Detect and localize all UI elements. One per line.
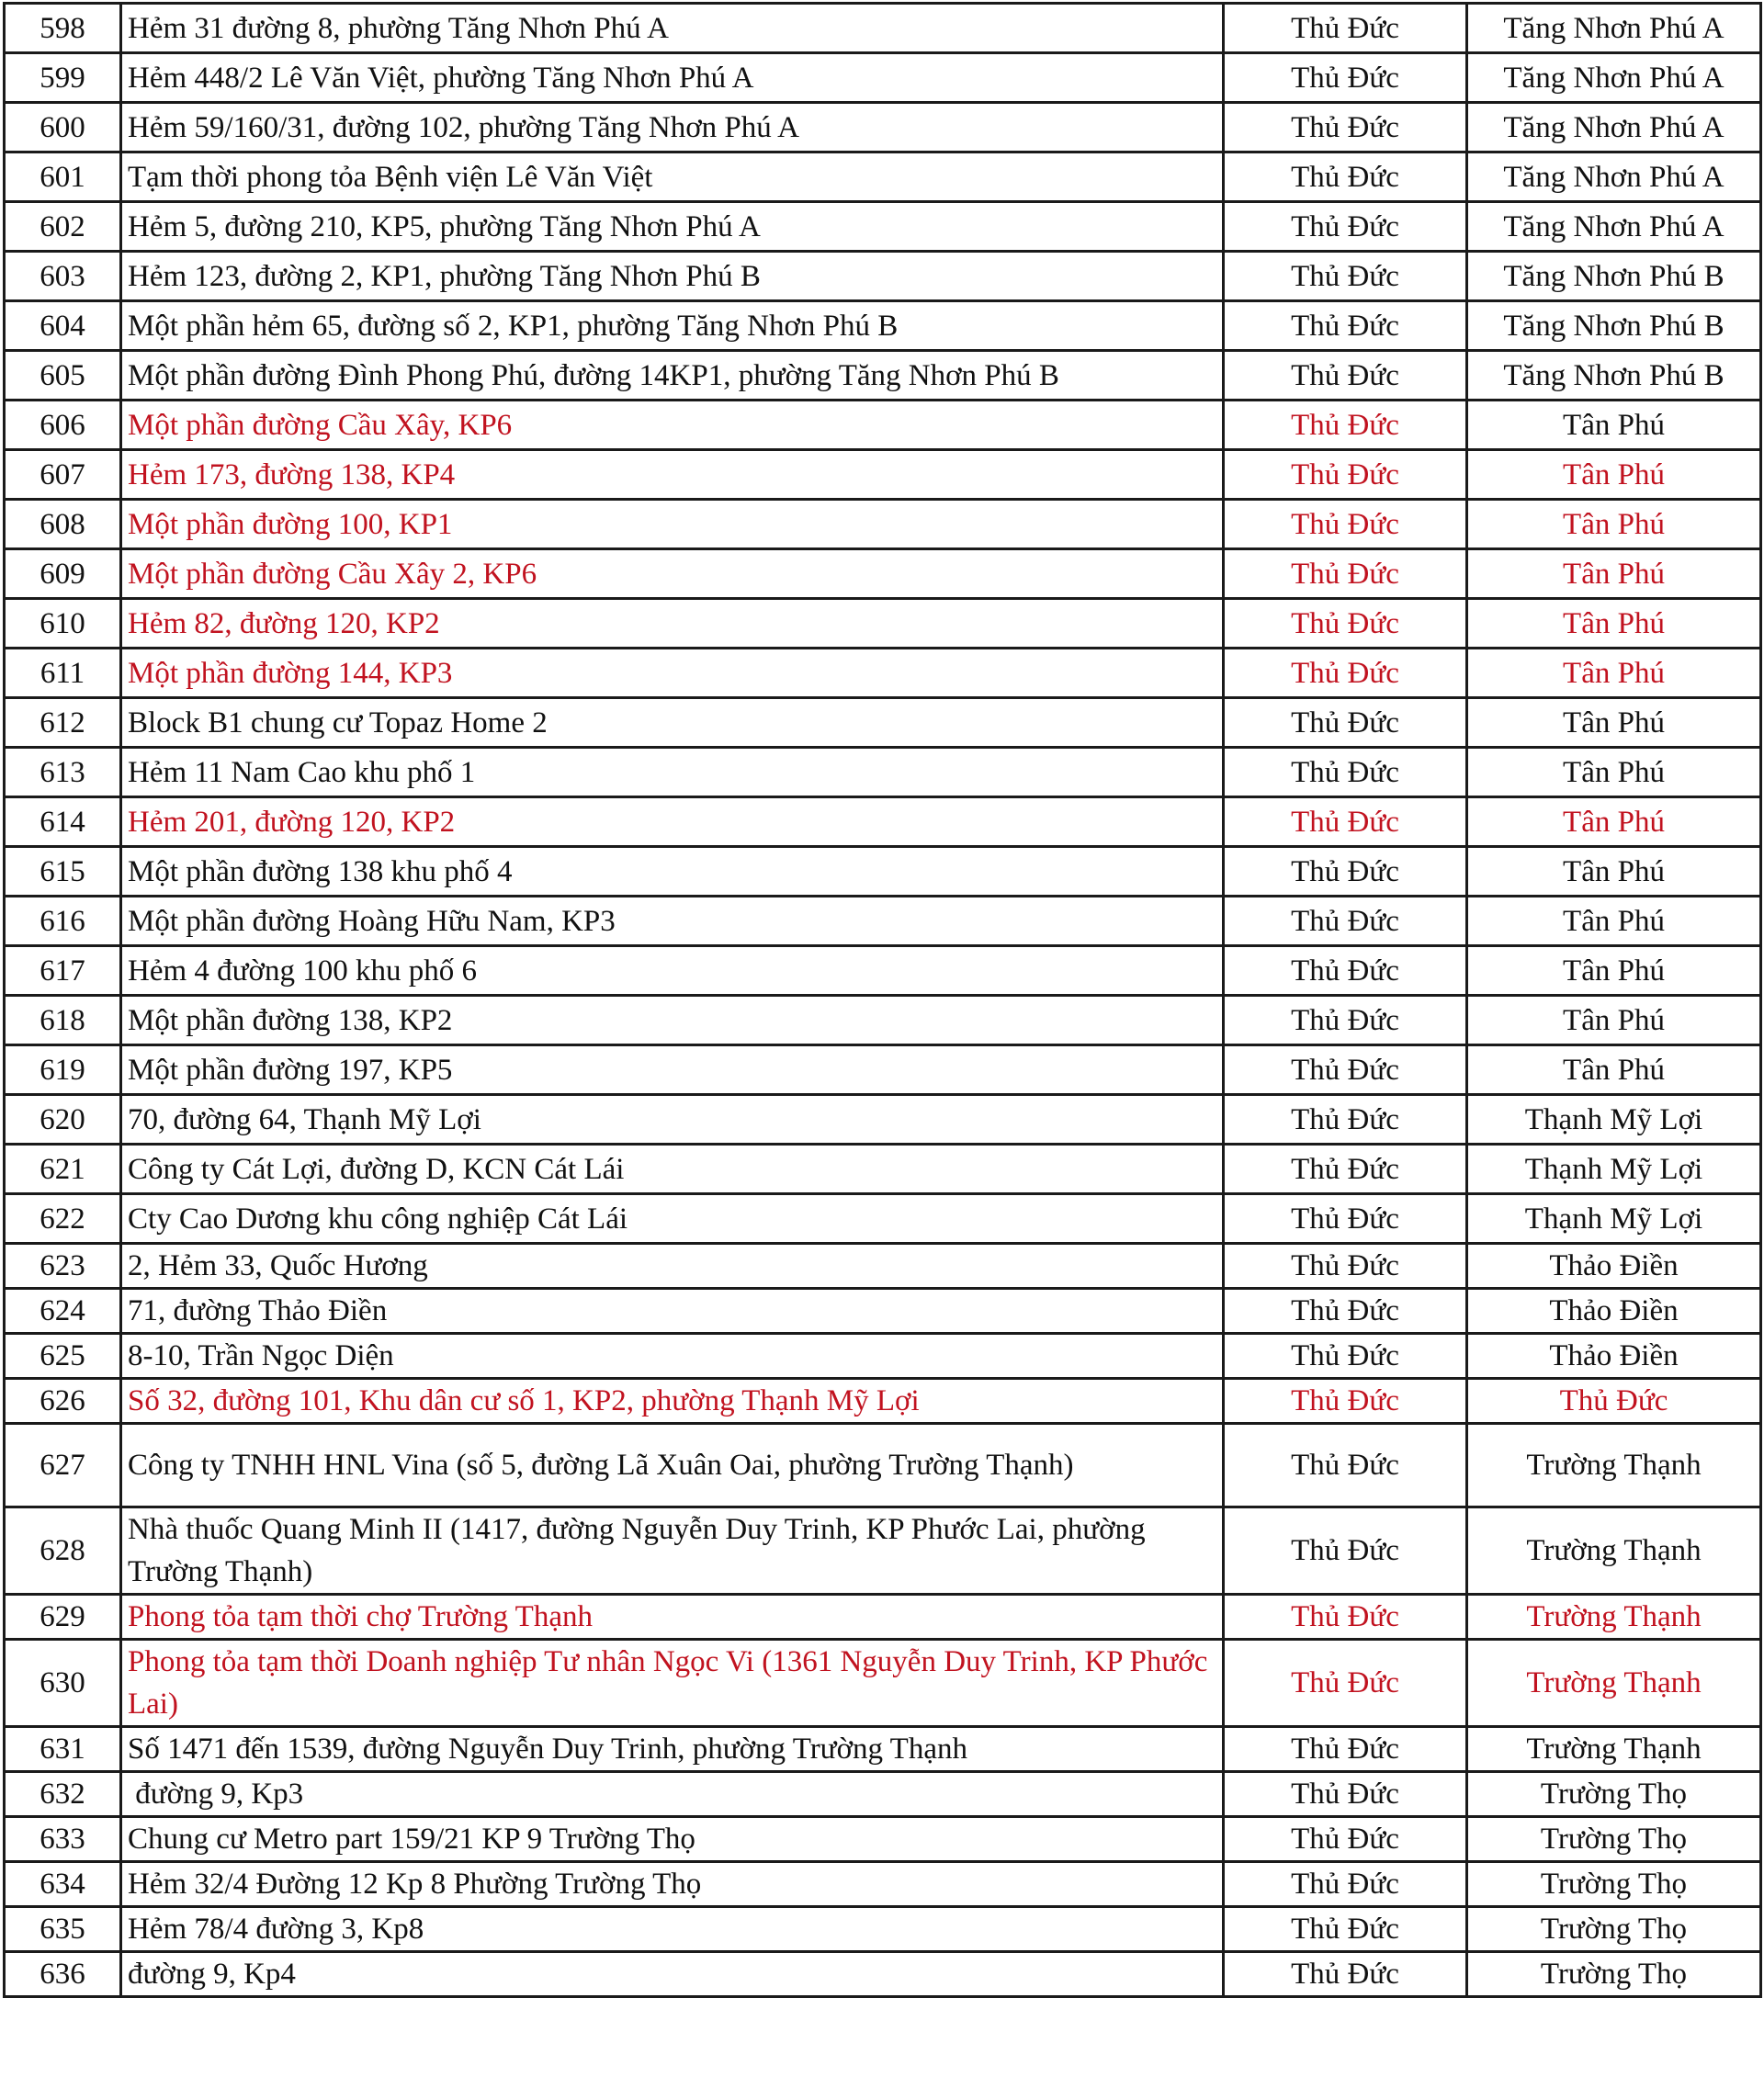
ward-cell: Tân Phú (1467, 847, 1761, 897)
table-row (5, 1507, 1761, 1595)
table-row (5, 351, 1761, 401)
location-cell: Hẻm 123, đường 2, KP1, phường Tăng Nhơn Phú B (121, 252, 1224, 301)
district-cell: Thủ Đức (1224, 1145, 1467, 1194)
table-row (5, 301, 1761, 351)
lockdown-list-sheet (3, 2, 1759, 1998)
location-cell-highlighted: Phong tỏa tạm thời chợ Trường Thạnh (121, 1595, 1224, 1640)
ward-cell: Tăng Nhơn Phú A (1467, 53, 1761, 103)
row-number: 621 (5, 1145, 121, 1194)
location-cell: Công ty Cát Lợi, đường D, KCN Cát Lái (121, 1145, 1224, 1194)
district-cell: Thủ Đức (1224, 897, 1467, 946)
district-cell: Thủ Đức (1224, 301, 1467, 351)
ward-cell: Tăng Nhơn Phú B (1467, 252, 1761, 301)
district-cell: Thủ Đức (1224, 1095, 1467, 1145)
table-row (5, 103, 1761, 152)
table-row (5, 1145, 1761, 1194)
row-number: 633 (5, 1817, 121, 1862)
row-number: 614 (5, 797, 121, 847)
ward-cell: Trường Thọ (1467, 1862, 1761, 1907)
ward-cell: Tân Phú (1467, 946, 1761, 996)
district-cell: Thủ Đức (1224, 1194, 1467, 1244)
ward-cell-highlighted: Thủ Đức (1467, 1379, 1761, 1424)
table-row (5, 1772, 1761, 1817)
ward-cell: Tân Phú (1467, 698, 1761, 748)
district-cell: Thủ Đức (1224, 1424, 1467, 1507)
ward-cell-highlighted: Tân Phú (1467, 599, 1761, 649)
location-cell: Công ty TNHH HNL Vina (số 5, đường Lã Xuân Oai, phường Trường Thạnh) (121, 1424, 1224, 1507)
ward-cell: Trường Thạnh (1467, 1727, 1761, 1772)
location-cell-highlighted: Một phần đường 100, KP1 (121, 500, 1224, 549)
district-cell: Thủ Đức (1224, 1817, 1467, 1862)
district-cell-highlighted: Thủ Đức (1224, 1379, 1467, 1424)
ward-cell: Thạnh Mỹ Lợi (1467, 1145, 1761, 1194)
row-number: 618 (5, 996, 121, 1045)
row-number: 628 (5, 1507, 121, 1595)
table-row (5, 152, 1761, 202)
ward-cell: Thảo Điền (1467, 1334, 1761, 1379)
table-row (5, 748, 1761, 797)
table-row (5, 202, 1761, 252)
district-cell: Thủ Đức (1224, 252, 1467, 301)
location-cell: Hẻm 31 đường 8, phường Tăng Nhơn Phú A (121, 4, 1224, 53)
location-cell: Cty Cao Dương khu công nghiệp Cát Lái (121, 1194, 1224, 1244)
district-cell-highlighted: Thủ Đức (1224, 450, 1467, 500)
table-row (5, 1727, 1761, 1772)
table-row (5, 946, 1761, 996)
district-cell: Thủ Đức (1224, 698, 1467, 748)
row-number: 615 (5, 847, 121, 897)
row-number: 603 (5, 252, 121, 301)
location-cell: Số 1471 đến 1539, đường Nguyễn Duy Trinh, phường Trường Thạnh (121, 1727, 1224, 1772)
table-row (5, 797, 1761, 847)
row-number: 622 (5, 1194, 121, 1244)
district-cell: Thủ Đức (1224, 152, 1467, 202)
ward-cell: Trường Thạnh (1467, 1424, 1761, 1507)
ward-cell: Tân Phú (1467, 996, 1761, 1045)
ward-cell-highlighted: Trường Thạnh (1467, 1640, 1761, 1727)
location-cell: Hẻm 4 đường 100 khu phố 6 (121, 946, 1224, 996)
district-cell-highlighted: Thủ Đức (1224, 401, 1467, 450)
district-cell: Thủ Đức (1224, 4, 1467, 53)
ward-cell: Tân Phú (1467, 1045, 1761, 1095)
table-row (5, 1424, 1761, 1507)
ward-cell: Thạnh Mỹ Lợi (1467, 1095, 1761, 1145)
row-number: 635 (5, 1907, 121, 1952)
district-cell-highlighted: Thủ Đức (1224, 1640, 1467, 1727)
ward-cell: Tân Phú (1467, 748, 1761, 797)
district-cell: Thủ Đức (1224, 1907, 1467, 1952)
row-number: 609 (5, 549, 121, 599)
table-row (5, 53, 1761, 103)
location-cell: đường 9, Kp4 (121, 1952, 1224, 1997)
row-number: 607 (5, 450, 121, 500)
location-cell: Một phần đường 138, KP2 (121, 996, 1224, 1045)
location-cell-highlighted: Một phần đường Cầu Xây, KP6 (121, 401, 1224, 450)
district-cell-highlighted: Thủ Đức (1224, 1595, 1467, 1640)
table-row (5, 549, 1761, 599)
lockdown-table (3, 2, 1762, 1998)
location-cell-highlighted: Một phần đường 144, KP3 (121, 649, 1224, 698)
table-row (5, 252, 1761, 301)
location-cell: Một phần đường 197, KP5 (121, 1045, 1224, 1095)
location-cell: Nhà thuốc Quang Minh II (1417, đường Nguyễn Duy Trinh, KP Phước Lai, phường Trường Thạnh) (121, 1507, 1224, 1595)
row-number: 623 (5, 1244, 121, 1289)
district-cell: Thủ Đức (1224, 748, 1467, 797)
district-cell: Thủ Đức (1224, 1507, 1467, 1595)
location-cell-highlighted: Số 32, đường 101, Khu dân cư số 1, KP2, phường Thạnh Mỹ Lợi (121, 1379, 1224, 1424)
location-cell: Block B1 chung cư Topaz Home 2 (121, 698, 1224, 748)
row-number: 629 (5, 1595, 121, 1640)
location-cell: Hẻm 78/4 đường 3, Kp8 (121, 1907, 1224, 1952)
district-cell-highlighted: Thủ Đức (1224, 549, 1467, 599)
location-cell: Một phần hẻm 65, đường số 2, KP1, phường Tăng Nhơn Phú B (121, 301, 1224, 351)
ward-cell-highlighted: Tân Phú (1467, 649, 1761, 698)
ward-cell: Tăng Nhơn Phú B (1467, 301, 1761, 351)
location-cell: Hẻm 5, đường 210, KP5, phường Tăng Nhơn Phú A (121, 202, 1224, 252)
table-row (5, 1194, 1761, 1244)
table-row (5, 698, 1761, 748)
ward-cell: Trường Thọ (1467, 1952, 1761, 1997)
location-cell: Hẻm 59/160/31, đường 102, phường Tăng Nhơn Phú A (121, 103, 1224, 152)
table-row (5, 450, 1761, 500)
row-number: 617 (5, 946, 121, 996)
table-row (5, 1817, 1761, 1862)
location-cell-highlighted: Một phần đường Cầu Xây 2, KP6 (121, 549, 1224, 599)
district-cell: Thủ Đức (1224, 946, 1467, 996)
ward-cell: Tăng Nhơn Phú A (1467, 4, 1761, 53)
district-cell: Thủ Đức (1224, 1862, 1467, 1907)
table-row (5, 1095, 1761, 1145)
row-number: 636 (5, 1952, 121, 1997)
location-cell: 71, đường Thảo Điền (121, 1289, 1224, 1334)
location-cell: Một phần đường Đình Phong Phú, đường 14KP1, phường Tăng Nhơn Phú B (121, 351, 1224, 401)
district-cell: Thủ Đức (1224, 1952, 1467, 1997)
table-row (5, 1045, 1761, 1095)
row-number: 605 (5, 351, 121, 401)
row-number: 608 (5, 500, 121, 549)
row-number: 619 (5, 1045, 121, 1095)
row-number: 627 (5, 1424, 121, 1507)
ward-cell-highlighted: Trường Thạnh (1467, 1595, 1761, 1640)
table-row (5, 996, 1761, 1045)
ward-cell: Thảo Điền (1467, 1289, 1761, 1334)
table-row (5, 1907, 1761, 1952)
row-number: 599 (5, 53, 121, 103)
table-row (5, 847, 1761, 897)
row-number: 602 (5, 202, 121, 252)
location-cell: Hẻm 32/4 Đường 12 Kp 8 Phường Trường Thọ (121, 1862, 1224, 1907)
location-cell-highlighted: Hẻm 82, đường 120, KP2 (121, 599, 1224, 649)
district-cell: Thủ Đức (1224, 847, 1467, 897)
district-cell: Thủ Đức (1224, 1045, 1467, 1095)
row-number: 624 (5, 1289, 121, 1334)
ward-cell: Trường Thọ (1467, 1817, 1761, 1862)
location-cell: Một phần đường Hoàng Hữu Nam, KP3 (121, 897, 1224, 946)
ward-cell-highlighted: Tân Phú (1467, 797, 1761, 847)
row-number: 620 (5, 1095, 121, 1145)
location-cell: 8-10, Trần Ngọc Diện (121, 1334, 1224, 1379)
ward-cell-highlighted: Tân Phú (1467, 450, 1761, 500)
row-number: 616 (5, 897, 121, 946)
location-cell-highlighted: Hẻm 173, đường 138, KP4 (121, 450, 1224, 500)
row-number: 631 (5, 1727, 121, 1772)
table-row (5, 4, 1761, 53)
table-row (5, 1334, 1761, 1379)
table-row (5, 1640, 1761, 1727)
row-number: 632 (5, 1772, 121, 1817)
location-cell-highlighted: Phong tỏa tạm thời Doanh nghiệp Tư nhân Ngọc Vi (1361 Nguyễn Duy Trinh, KP Phước Lai) (121, 1640, 1224, 1727)
district-cell: Thủ Đức (1224, 103, 1467, 152)
district-cell: Thủ Đức (1224, 53, 1467, 103)
district-cell: Thủ Đức (1224, 202, 1467, 252)
location-cell: đường 9, Kp3 (121, 1772, 1224, 1817)
ward-cell: Trường Thọ (1467, 1907, 1761, 1952)
district-cell-highlighted: Thủ Đức (1224, 599, 1467, 649)
table-row (5, 1244, 1761, 1289)
district-cell: Thủ Đức (1224, 1244, 1467, 1289)
district-cell-highlighted: Thủ Đức (1224, 797, 1467, 847)
row-number: 634 (5, 1862, 121, 1907)
district-cell: Thủ Đức (1224, 1772, 1467, 1817)
row-number: 598 (5, 4, 121, 53)
table-row (5, 401, 1761, 450)
table-row (5, 1952, 1761, 1997)
location-cell: 2, Hẻm 33, Quốc Hương (121, 1244, 1224, 1289)
ward-cell: Tân Phú (1467, 401, 1761, 450)
row-number: 604 (5, 301, 121, 351)
ward-cell: Tăng Nhơn Phú A (1467, 152, 1761, 202)
ward-cell: Tân Phú (1467, 897, 1761, 946)
table-row (5, 649, 1761, 698)
location-cell: 70, đường 64, Thạnh Mỹ Lợi (121, 1095, 1224, 1145)
district-cell: Thủ Đức (1224, 1289, 1467, 1334)
row-number: 606 (5, 401, 121, 450)
ward-cell: Tăng Nhơn Phú A (1467, 202, 1761, 252)
table-row (5, 599, 1761, 649)
ward-cell: Tăng Nhơn Phú B (1467, 351, 1761, 401)
location-cell: Tạm thời phong tỏa Bệnh viện Lê Văn Việt (121, 152, 1224, 202)
ward-cell-highlighted: Tân Phú (1467, 549, 1761, 599)
district-cell: Thủ Đức (1224, 1334, 1467, 1379)
row-number: 625 (5, 1334, 121, 1379)
row-number: 612 (5, 698, 121, 748)
row-number: 630 (5, 1640, 121, 1727)
location-cell: Hẻm 11 Nam Cao khu phố 1 (121, 748, 1224, 797)
location-cell: Hẻm 448/2 Lê Văn Việt, phường Tăng Nhơn Phú A (121, 53, 1224, 103)
ward-cell: Trường Thạnh (1467, 1507, 1761, 1595)
row-number: 600 (5, 103, 121, 152)
row-number: 613 (5, 748, 121, 797)
table-row (5, 1379, 1761, 1424)
ward-cell-highlighted: Tân Phú (1467, 500, 1761, 549)
table-row (5, 1289, 1761, 1334)
table-row (5, 897, 1761, 946)
ward-cell: Tăng Nhơn Phú A (1467, 103, 1761, 152)
district-cell: Thủ Đức (1224, 996, 1467, 1045)
location-cell: Chung cư Metro part 159/21 KP 9 Trường Thọ (121, 1817, 1224, 1862)
district-cell-highlighted: Thủ Đức (1224, 500, 1467, 549)
ward-cell: Thảo Điền (1467, 1244, 1761, 1289)
row-number: 626 (5, 1379, 121, 1424)
district-cell-highlighted: Thủ Đức (1224, 649, 1467, 698)
ward-cell: Trường Thọ (1467, 1772, 1761, 1817)
row-number: 610 (5, 599, 121, 649)
district-cell: Thủ Đức (1224, 1727, 1467, 1772)
table-row (5, 1595, 1761, 1640)
location-cell-highlighted: Hẻm 201, đường 120, KP2 (121, 797, 1224, 847)
row-number: 601 (5, 152, 121, 202)
ward-cell: Thạnh Mỹ Lợi (1467, 1194, 1761, 1244)
district-cell: Thủ Đức (1224, 351, 1467, 401)
table-row (5, 1862, 1761, 1907)
row-number: 611 (5, 649, 121, 698)
location-cell: Một phần đường 138 khu phố 4 (121, 847, 1224, 897)
table-row (5, 500, 1761, 549)
